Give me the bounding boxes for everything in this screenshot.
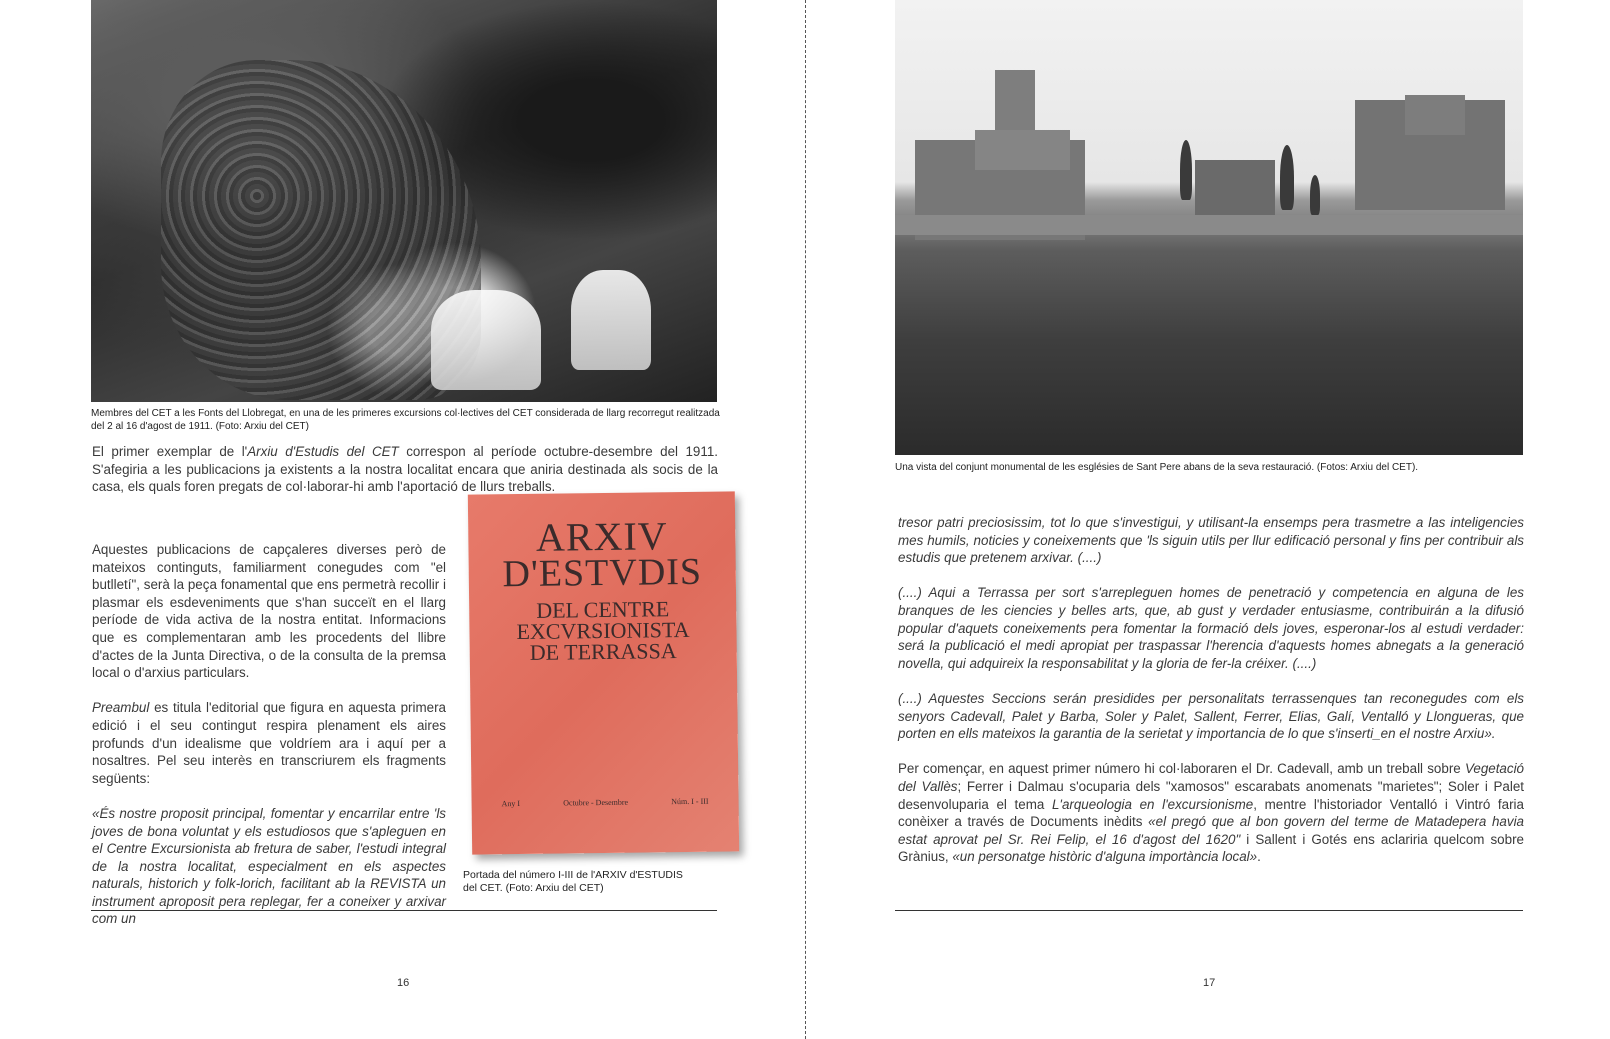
photo-waterfall-right	[571, 270, 651, 370]
photo-small-chapel	[1195, 160, 1275, 215]
photo-caption-fonts: Membres del CET a les Fonts del Llobregat, en una de les primeres excursions col·lectives del CET considerada de llarg recorregut realitzada del 2 al 16 d'agost de 1911. (Foto: Arxiu del CET)	[91, 408, 720, 432]
photo-waterfall-left	[431, 290, 541, 390]
cover-caption: Portada del número I-III de l'ARXIV d'ESTUDIS del CET. (Foto: Arxiu del CET)	[463, 869, 683, 894]
quote-continuation: tresor patri preciosissim, tot lo que s'investigui, y utilisant-la ensemps pera trasmetre a las inteligencies mes humils, noticies y coneixements que 'ls siguin utils per llur edificació personal y fins per contribuir als estudis que pretenem arxivar. (....)	[898, 515, 1524, 566]
photo-cypress-3	[1310, 175, 1320, 215]
journal-cover-image	[468, 491, 739, 854]
paragraph-butlleti: Aquestes publicacions de capçaleres diverses però de mateixos continguts, familiarment conegudes com "el butlletí", serà la peça fonamental que ens permetrà recollir i plasmar els esdeveniments que s'han succeït en el llarg període de vida activa de la nostra entitat. Informacions que es complementaran amb les procedents del llibre d'actes de la Junta Directiva, o de la consulta de la premsa local o d'arxius particulars.	[92, 542, 446, 681]
page-number: 16	[397, 977, 410, 989]
photo-caption-sant-pere: Una vista del conjunt monumental de les esglésies de Sant Pere abans de la seva restauració. (Fotos: Arxiu del CET).	[895, 462, 1419, 473]
left-column-text	[92, 496, 446, 946]
quote-seccions: (....) Aquestes Seccions serán presidides per personalitats terrassenques tan reconegudes com els senyors Cadevall, Palet y Barba, Soler y Palet, Sallent, Ferrer, Elias, Galí, Ventalló y Llongueras, que porten en ells mateixos la garantia de la serietat y importancia de lo que s'inserti_en el nostre Arxiu».	[898, 690, 1524, 742]
photo-fonts-del-llobregat	[91, 0, 717, 402]
quote-terrassa: (....) Aqui a Terrassa per sort s'arrepleguen homes de penetració y competencia en alguna de les branques de les ciencies y belles arts, que, ab gust y verdader entusiasme, contribuirán a la difusió popular d'aquets coneixements pera fomentar la formació dels joves, esperonar-los al estudi verdader: será la publicació el medi apropiat per traspassar l'herencia d'aquests homes abnegats a la generació novella, qui adquireix la responsabilitat y la gloria de fer-la créixer. (....)	[898, 585, 1524, 671]
photo-sant-pere-churches	[895, 0, 1523, 455]
footer-rule-right	[895, 910, 1523, 911]
page-number-right: 17	[1203, 977, 1216, 989]
quote-preambul: «És nostre proposit principal, fomentar y encarrilar entre 'ls joves de bona voluntat y els estudiosos que s'apleguen en el Centre Excursionista ab fretura de saber, l'estudi integral de la nostra localitat, especialment en els aspectes naturals, historich y folk-lorich, facilitant ab la REVISTA un instrument aproposit pera replegar, fer a coneixer y arxivar com un	[92, 805, 446, 927]
photo-belfry-right	[1405, 95, 1465, 135]
footer-rule	[91, 910, 717, 911]
cover-footer: Any I Octubre - Desembre Núm. I - III	[501, 796, 709, 809]
photo-cypress-1	[1180, 140, 1192, 200]
intro-paragraph-wide: El primer exemplar de l'Arxiu d'Estudis del CET correspon al període octubre-desembre del 1911. S'afegiria a les publicacions ja existents a la nostra localitat encara que aniria destinada als socis de la casa, els quals foren pregats de col·laborar-hi amb l'aportació de llurs treballs.	[92, 444, 718, 495]
right-column-text	[898, 514, 1524, 883]
photo-wall	[895, 215, 1523, 235]
paragraph-preambul: Preambul es titula l'editorial que figura en aquesta primera edició i el seu contingut respira plenament els aires profunds d'un idealisme que voldríem ara i aquí per a nosaltres. Pel seu interès en transcriurem els fragments següents:	[92, 700, 446, 786]
photo-church-apse	[975, 130, 1070, 170]
cover-subtitle: DEL CENTRE EXCVRSIONISTA DE TERRASSA	[516, 596, 690, 665]
cover-title-arxiv: ARXIV	[535, 513, 668, 560]
cover-title-estudis: D'ESTVDIS	[502, 550, 703, 596]
photo-cypress-2	[1280, 145, 1294, 210]
paragraph-collaborators: Per començar, en aquest primer número hi col·laboraren el Dr. Cadevall, amb un treball sobre Vegetació del Vallès; Ferrer i Dalmau s'ocuparia dels "xamosos" escarabats anomenats "marietes"; Soler i Palet desenvoluparia el tema L'arqueologia en l'excursionisme, mentre l'historiador Ventalló i Vintró faria conèixer a través de Documents inèdits «el pregó que al bon govern del terme de Matadepera havia estat aprovat pel Sr. Rei Felip, el 16 d'agost del 1620" i Sallent i Gotés ens aclariria quelcom sobre Grànius, «un personatge històric d'alguna importància local».	[898, 761, 1524, 865]
